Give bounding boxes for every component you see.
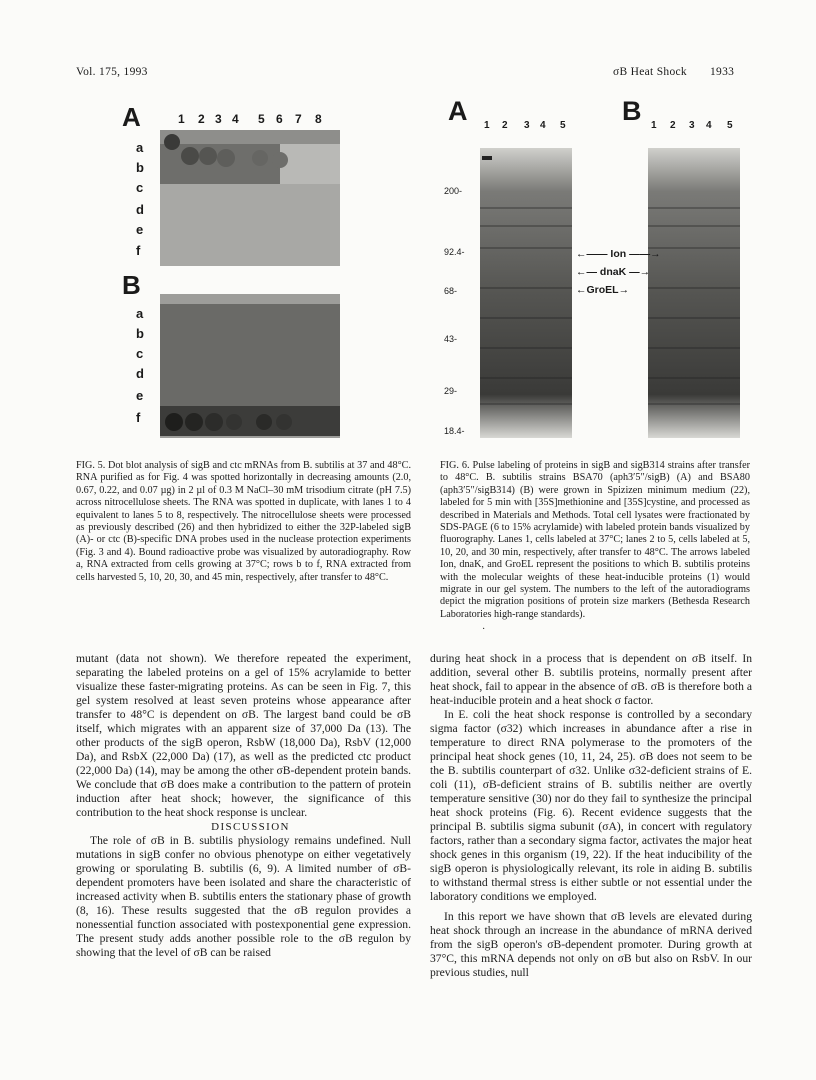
- arrow-dnak: ←— dnaK —→: [576, 266, 651, 278]
- arrow-groel-label: GroEL: [586, 284, 619, 296]
- running-title: σB Heat Shock: [613, 66, 687, 78]
- section-heading: DISCUSSION: [211, 821, 290, 833]
- fig5-lane-label: 3: [215, 112, 222, 126]
- fig5-dot-blot: [112, 102, 348, 438]
- fig5-lane-label: 6: [276, 112, 283, 126]
- fig6-lane-label: 5: [727, 120, 733, 131]
- fig6-gel-b: [648, 148, 740, 438]
- arrow-groel: ←GroEL→: [576, 284, 630, 296]
- fig5-row-label: c: [136, 180, 144, 195]
- fig5-lane-label: 2: [198, 112, 205, 126]
- fig6-lane-label: 2: [670, 120, 676, 131]
- fig5-row-label: e: [136, 222, 144, 237]
- fig6-gels: [440, 96, 750, 442]
- fig6-caption-text: FIG. 6. Pulse labeling of proteins in sigB and sigB314 strains after transfer to 48°C. B. subtilis strains BSA70 (aph3′5″/sigB) (A) and BSA80 (aph3′5″/sigB314) (B) were grown in Spizizen minimum medium (22), labeled for 5 min with [35S]methionine and [35S]cystine, and processed as described in Materials and Methods. Total cell lysates were fractionated by SDS-PAGE (6 to 15% acrylamide) with labeled protein bands visualized by fluorography. Lanes 1, cells labeled at 37°C; lanes 2 to 5, cells labeled at 5, 10, 20, and 30 min, respectively, after transfer to 48°C. The arrows labeled Ion, dnaK, and GroEL represent the positions to which B. subtilis proteins with the molecular weights of these heat-inducible proteins (1) would migrate in our gel system. The numbers to the left of the autoradiograms depict the migration positions of protein size markers (Bethesda Research Laboratories high-range standards).: [440, 460, 750, 620]
- arrow-ion: ←—— Ion ——→: [576, 248, 661, 260]
- fig6-gel-a: [480, 148, 572, 438]
- page-number: 1933: [710, 66, 735, 78]
- left-para-1: mutant (data not shown). We therefore repeated the experiment, separating the labeled proteins on a gel of 15% acrylamide to better visualize these faster-migrating proteins. As can be seen in Fig. 7, this gel system resolved at least seven proteins whose appearance after transfer to 48°C is dependent on σB. The largest band could be σB itself, which migrates with an apparent size of 37,000 Da (13). The other products of the sigB operon, RsbW (18,000 Da), RsbV (12,000 Da), and RsbX (22,000 Da) (17), as well as the predicted ctc product (22,000 Da) (14), may be among the other σB-dependent protein bands. We conclude that σB does make a contribution to the pattern of protein induction after heat shock; however, the significance of this contribution to the heat shock response is unclear.: [76, 652, 411, 819]
- fig5-lane-label: 8: [315, 112, 322, 126]
- fig6-lane-label: 2: [502, 120, 508, 131]
- fig5-row-label: c: [136, 346, 144, 361]
- fig5-caption-text: FIG. 5. Dot blot analysis of sigB and ctc mRNAs from B. subtilis at 37 and 48°C. RNA purified as for Fig. 4 was spotted horizontally in decreasing amounts (2.0, 0.67, 0.22, and 0.07 µg) in 2 µl of 0.3 M NaCl–30 mM trisodium citrate (pH 7.5) across nitrocellulose sheets. The RNA was spotted in duplicate, with lanes 1 to 4 equivalent to lanes 5 to 8, respectively. The nitrocellulose sheets were processed as previously described (26) and then hybridized to either the 32P-labeled sigB (A)- or ctc (B)-specific DNA probes used in the nuclease protection experiments (Fig. 3 and 4). Bound radioactive probe was visualized by autoradiography. Row a, RNA extracted from cells growing at 37°C; rows b to f, RNA extracted from cells harvested 5, 10, 20, 30, and 45 min, respectively, after transfer to 48°C.: [76, 460, 411, 583]
- fig6-marker: 200-: [444, 186, 463, 196]
- fig5-lane-label: 4: [232, 112, 239, 126]
- left-column: [76, 652, 411, 960]
- fig6-panel-b-label: B: [622, 96, 642, 126]
- fig5-row-label: a: [136, 140, 144, 155]
- fig6-marker: 18.4-: [444, 426, 465, 436]
- fig5-lane-label: 1: [178, 112, 185, 126]
- fig5-row-label: a: [136, 306, 144, 321]
- fig6-panel-a-label: A: [448, 96, 468, 126]
- fig6-caption: [440, 460, 750, 621]
- fig5-row-label: d: [136, 366, 144, 381]
- fig6-lane-label: 4: [540, 120, 546, 131]
- fig6-marker: 29-: [444, 386, 458, 396]
- volume-header: Vol. 175, 1993: [76, 66, 148, 78]
- fig6-marker: 68-: [444, 286, 458, 296]
- fig6-lane-label: 1: [651, 120, 657, 131]
- fig5-row-label: f: [136, 410, 141, 425]
- fig6-marker: 43-: [444, 334, 458, 344]
- fig5-row-label: e: [136, 388, 144, 403]
- fig5-panel-b-label: B: [122, 270, 141, 300]
- fig6-lane-label: 3: [524, 120, 530, 131]
- right-para-3: In this report we have shown that σB levels are elevated during heat shock through an increase in the abundance of mRNA derived from the sigB operon's σB-dependent promoter. During growth at 37°C, this mRNA depends not only on σB but also on RsbV. In our previous studies, null: [430, 910, 752, 979]
- fig5-lane-label: 7: [295, 112, 302, 126]
- right-para-2: In E. coli the heat shock response is controlled by a secondary sigma factor (σ32) which increases in abundance after a rise in temperature to direct RNA polymerase to the promoters of the principal heat shock genes (10, 11, 24, 25). σB does not seem to be the B. subtilis counterpart of σ32. Unlike σ32-deficient strains of E. coli (11), σB-deficient strains of B. subtilis neither are overtly temperature sensitive (30) nor do they fail to synthesize the principal heat shock proteins (Fig. 6). Recent evidence suggests that the principal B. subtilis sigma subunit (σA), in concert with regulatory factors, rather than a secondary sigma factor, activates the major heat shock genes in this organism (19, 22). If the heat inducibility of the sigB operon is physiologically relevant, its role in aiding B. subtilis to withstand thermal stress is either subtle or not essential under the laboratory conditions we employed.: [430, 708, 752, 903]
- fig5-lane-label: 5: [258, 112, 265, 126]
- fig6-lane-label: 5: [560, 120, 566, 131]
- left-para-2: The role of σB in B. subtilis physiology remains undefined. Null mutations in sigB confer no obvious phenotype on either vegetatively growing or sporulating B. subtilis (6, 9). A limited number of σB-dependent promoters have been isolated and share the characteristic of increased activity when B. subtilis enters the stationary phase of growth (8, 16). These results suggested that the σB regulon provides a nonessential function associated with postexponential gene expression. The present study adds another possible role to the σB regulon by showing that the level of σB can be raised: [76, 834, 411, 959]
- fig5-blot-b: [160, 294, 340, 438]
- fig6-marker: 92.4-: [444, 247, 465, 257]
- fig5-caption: [76, 460, 411, 584]
- fig5-row-label: d: [136, 202, 144, 217]
- fig5-panel-a-label: A: [122, 102, 141, 132]
- fig5-row-label: f: [136, 243, 141, 258]
- fig5-blot-a: [160, 130, 340, 266]
- stray-mark: ·: [482, 624, 486, 635]
- fig5-row-label: b: [136, 160, 144, 175]
- right-column: [430, 652, 752, 980]
- arrow-dnak-label: dnaK: [599, 266, 627, 278]
- right-para-1: during heat shock in a process that is dependent on σB itself. In addition, several other B. subtilis proteins, normally present after heat shock, fail to appear in the absence of σB. σB is therefore both a heat-inducible protein and a heat shock σ factor.: [430, 652, 752, 707]
- fig5-row-label: b: [136, 326, 144, 341]
- fig6-lane-label: 1: [484, 120, 490, 131]
- fig6-lane-label: 4: [706, 120, 712, 131]
- arrow-ion-label: Ion: [610, 248, 627, 260]
- fig6-lane-label: 3: [689, 120, 695, 131]
